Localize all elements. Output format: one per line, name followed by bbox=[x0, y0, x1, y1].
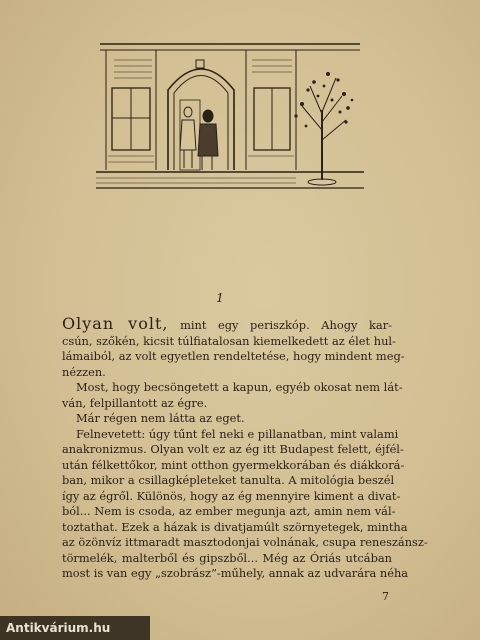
line-text: törmelék, malterből és gipszből... Még az Óriás utcában bbox=[62, 550, 392, 565]
text-line bbox=[62, 365, 392, 381]
text-line bbox=[62, 411, 392, 427]
line-text: ból... Nem is csoda, az ember megunja azt, amin nem vál- bbox=[62, 504, 396, 518]
line-text: ván, felpillantott az égre. bbox=[62, 395, 208, 410]
text-line bbox=[62, 333, 396, 350]
line-text: így az égről. Különös, hogy az ég mennyire kiment a divat- bbox=[62, 488, 401, 503]
text-line bbox=[62, 316, 392, 334]
text-line bbox=[62, 349, 405, 365]
line-text: ban, mikor a csillagképleteket tanulta. A mitológia beszél bbox=[62, 473, 395, 487]
line-text: anakronizmus. Olyan volt ez az ég itt Budapest felett, éjfél- bbox=[62, 442, 404, 456]
line-text: lámaiból, az volt egyetlen rendeltetése, hogy mindent meg- bbox=[62, 349, 405, 363]
text-line bbox=[62, 396, 392, 412]
line-text: az özönvíz ittmaradt masztodonjai volnának, csupa reneszánsz- bbox=[62, 535, 428, 549]
body-text bbox=[62, 314, 428, 582]
text-line bbox=[62, 535, 428, 551]
text-line bbox=[62, 488, 401, 505]
text-line bbox=[62, 566, 409, 582]
line-text: Most, hogy becsöngetett a kapun, egyéb okosat nem lát- bbox=[76, 380, 403, 394]
chapter-number: 1 bbox=[216, 291, 224, 305]
line-text: nézzen. bbox=[62, 364, 106, 379]
text-line bbox=[62, 473, 395, 489]
line-text: után félkettőkor, mint otthon gyermekkorában és diákkorá- bbox=[62, 457, 405, 472]
text-line bbox=[62, 457, 405, 474]
line-text: Már régen nem látta az eget. bbox=[76, 411, 245, 425]
text-line bbox=[62, 442, 404, 458]
text-line bbox=[62, 551, 392, 567]
doorway-illustration bbox=[96, 30, 364, 198]
line-text: Felnevetett: úgy tűnt fel neki e pillanatban, mint valami bbox=[76, 426, 399, 441]
text-line bbox=[62, 380, 403, 396]
opening-words: Olyan volt, bbox=[62, 314, 169, 333]
text-line bbox=[62, 426, 399, 443]
line-text: toztathat. Ezek a házak is divatjamúlt szörnyetegek, mintha bbox=[62, 519, 408, 534]
text-line bbox=[62, 504, 396, 520]
line-text: most is van egy „szobrász”-műhely, annak az udvarára néha bbox=[62, 566, 409, 580]
line-text: mint egy periszkóp. Ahogy kar- bbox=[168, 318, 393, 332]
page-number: 7 bbox=[382, 590, 389, 603]
watermark-logo[interactable]: Antikvárium.hu bbox=[0, 616, 150, 640]
line-text: csún, szőkén, kicsit túlfiatalosan kiemelkedett az élet hul- bbox=[62, 333, 396, 348]
text-line bbox=[62, 519, 408, 536]
